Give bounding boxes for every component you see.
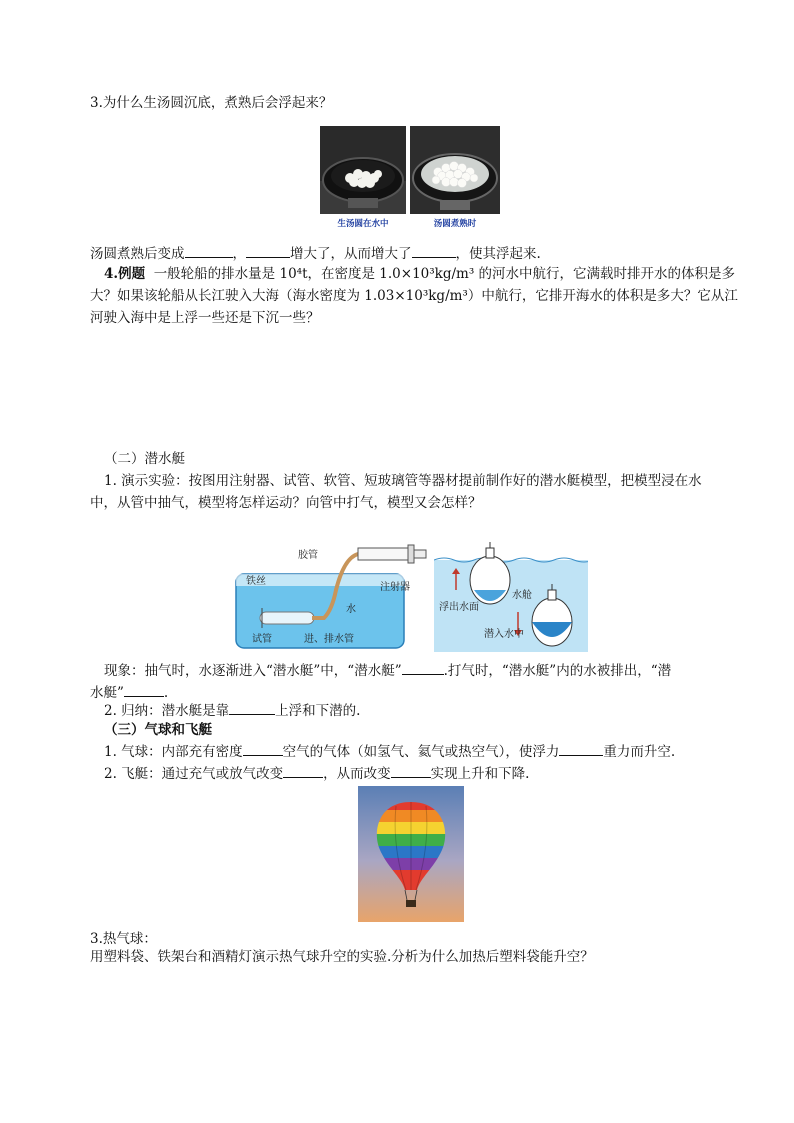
label-syringe: 注射器 <box>380 582 410 593</box>
label-wire: 铁丝 <box>246 576 266 587</box>
heading-balloon: （三）气球和飞艇 <box>104 722 212 738</box>
blank[interactable] <box>243 741 283 756</box>
label-dive: 潜入水中 <box>484 629 524 640</box>
photo-raw-tangyuan <box>320 126 406 214</box>
blank[interactable] <box>124 682 164 697</box>
summary-line: 2. 归纳：潜水艇是靠 上浮和下潜的. <box>104 700 730 722</box>
blank[interactable] <box>391 763 431 778</box>
example-line-1: 4.例题 一般轮船的排水量是 10⁴t，在密度是 1.0×10³kg/m³ 的河水中航行，它满载时排开水的体积是多 <box>104 266 736 282</box>
label-test-tube: 试管 <box>252 634 272 645</box>
blank[interactable] <box>559 741 603 756</box>
blank[interactable] <box>283 763 323 778</box>
question-tangyuan: 3.为什么生汤圆沉底，煮熟后会浮起来？ <box>90 95 333 111</box>
label-hose: 胶管 <box>298 550 318 561</box>
balloon-line-2: 2. 飞艇：通过充气或放气改变 ，从而改变 实现上升和下降. <box>104 763 730 785</box>
caption-raw: 生汤圆在水中 <box>337 219 389 229</box>
blank[interactable] <box>229 700 275 715</box>
blank[interactable] <box>246 243 290 258</box>
label-surface: 浮出水面 <box>439 602 479 613</box>
caption-cooked: 汤圆煮熟时 <box>433 219 477 229</box>
phenomenon-line-2: 水艇” . <box>90 682 716 704</box>
blank[interactable] <box>402 660 444 675</box>
hot-air-title: 3.热气球： <box>90 931 157 947</box>
heading-submarine: （二）潜水艇 <box>104 451 185 467</box>
label-water-tank: 水舱 <box>512 590 532 601</box>
balloon-line-1: 1. 气球：内部充有密度 空气的气体（如氢气、氦气或热空气），使浮力 重力而升空. <box>104 741 730 763</box>
blank[interactable] <box>185 243 233 258</box>
submarine-q-1: 1. 演示实验：按图用注射器、试管、软管、短玻璃管等器材提前制作好的潜水艇模型，把模型浸在水 <box>104 473 702 489</box>
fill-tangyuan: 汤圆煮熟后变成 ， 增大了，从而增大了 ，使其浮起来. <box>90 243 716 265</box>
example-line-3: 河驶入海中是上浮一些还是下沉一些？ <box>90 310 320 326</box>
submarine-q-2: 中，从管中抽气，模型将怎样运动？向管中打气，模型又会怎样？ <box>90 495 482 511</box>
photo-hot-air-balloon <box>358 786 464 922</box>
photo-cooked-tangyuan <box>410 126 500 214</box>
phenomenon-line-1: 现象：抽气时，水逐渐进入“潜水艇”中，“潜水艇” .打气时，“潜水艇”内的水被排出，“潜 <box>104 660 730 682</box>
blank[interactable] <box>412 243 456 258</box>
label-inlet-pipe: 进、排水管 <box>304 634 354 645</box>
label-water: 水 <box>346 604 356 615</box>
example-line-2: 大？如果该轮船从长江驶入大海（海水密度为 1.03×10³kg/m³）中航行，它排开海水的体积是多大？它从江 <box>90 288 738 304</box>
hot-air-question: 用塑料袋、铁架台和酒精灯演示热气球升空的实验.分析为什么加热后塑料袋能升空？ <box>90 949 594 965</box>
